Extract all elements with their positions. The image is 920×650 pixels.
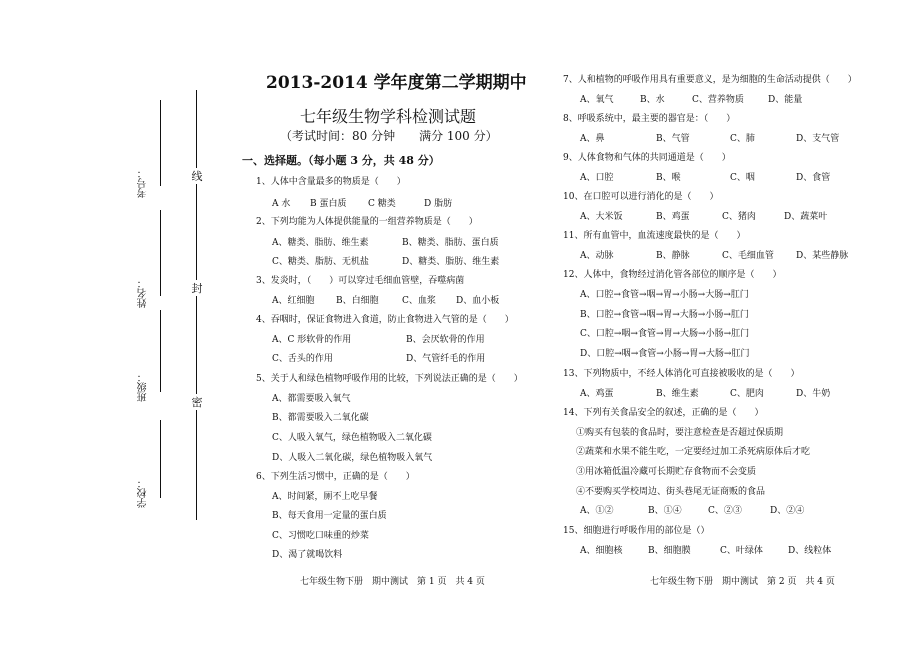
q1-option-a[interactable]: A 水 (272, 199, 291, 209)
q7-option-d[interactable]: D、能量 (768, 95, 803, 105)
q10-option-a[interactable]: A、大米饭 (580, 212, 623, 222)
exam-number-label: 考号： (138, 168, 149, 198)
q4-option-b[interactable]: B、会厌软骨的作用 (406, 335, 485, 345)
q4-option-d[interactable]: D、气管纤毛的作用 (406, 354, 486, 364)
question-7: 7、人和植物的呼吸作用具有重要意义，是为细胞的生命活动提供（ ） (563, 75, 857, 85)
q2-option-c[interactable]: C、糖类、脂肪、无机盐 (272, 257, 369, 267)
q15-option-a[interactable]: A、细胞核 (580, 546, 623, 556)
q5-option-b[interactable]: B、都需要吸入二氧化碳 (272, 413, 369, 423)
q4-option-a[interactable]: A、C 形软骨的作用 (272, 335, 352, 345)
q14-statement-1: ①购买有包装的食品时，要注意检查是否超过保质期 (576, 428, 784, 438)
school-label: 学校： (138, 478, 149, 508)
question-8: 8、呼吸系统中，最主要的器官是：（ ） (563, 114, 736, 124)
page-footer-right: 七年级生物下册 期中测试 第 2 页 共 4 页 (650, 577, 835, 587)
name-label: 姓名： (138, 278, 149, 308)
q15-option-c[interactable]: C、叶绿体 (720, 546, 763, 556)
class-blank[interactable] (160, 310, 161, 392)
question-9: 9、人体食物和气体的共同通道是（ ） (563, 153, 731, 163)
q5-option-a[interactable]: A、都需要吸入氧气 (272, 394, 351, 404)
q6-option-b[interactable]: B、每天食用一定量的蛋白质 (272, 511, 387, 521)
q10-option-d[interactable]: D、蔬菜叶 (784, 212, 828, 222)
exam-subtitle: 七年级生物学科检测试题 (300, 107, 477, 126)
q5-option-c[interactable]: C、人吸入氧气，绿色植物吸入二氧化碳 (272, 433, 432, 443)
exam-title: 2013-2014 学年度第二学期期中 (266, 73, 527, 93)
binding-margin (0, 0, 230, 650)
q13-option-b[interactable]: B、维生素 (656, 389, 699, 399)
school-blank[interactable] (160, 420, 161, 498)
q14-statement-3: ③用冰箱低温冷藏可长期贮存食物而不会变质 (576, 467, 757, 477)
q2-option-b[interactable]: B、糖类、脂肪、蛋白质 (402, 238, 499, 248)
q2-option-d[interactable]: D、糖类、脂肪、维生素 (402, 257, 500, 267)
q3-option-a[interactable]: A、红细胞 (272, 296, 315, 306)
question-1: 1、人体中含量最多的物质是（ ） (256, 177, 406, 187)
question-13: 13、下列物质中，不经人体消化可直接被吸收的是（ ） (563, 369, 800, 379)
question-11: 11、所有血管中，血流速度最快的是（ ） (563, 231, 746, 241)
q5-option-d[interactable]: D、人吸入二氧化碳，绿色植物吸入氧气 (272, 453, 433, 463)
exam-info: （考试时间：80 分钟 满分 100 分） (280, 129, 498, 143)
q3-option-d[interactable]: D、血小板 (456, 296, 500, 306)
q14-option-d[interactable]: D、②④ (770, 506, 805, 516)
q10-option-b[interactable]: B、鸡蛋 (656, 212, 690, 222)
section-heading-choice: 一、选择题。（每小题 3 分，共 48 分） (242, 154, 440, 167)
q15-option-d[interactable]: D、线粒体 (788, 546, 832, 556)
q6-option-a[interactable]: A、时间紧，厕不上吃早餐 (272, 492, 378, 502)
q1-option-d[interactable]: D 脂肪 (424, 199, 453, 209)
q11-option-c[interactable]: C、毛细血管 (722, 251, 774, 261)
question-12: 12、人体中，食物经过消化管各部位的顺序是（ ） (563, 270, 782, 280)
page-footer-left: 七年级生物下册 期中测试 第 1 页 共 4 页 (300, 577, 485, 587)
q4-option-c[interactable]: C、舌头的作用 (272, 354, 333, 364)
q8-option-d[interactable]: D、支气管 (796, 134, 840, 144)
question-10: 10、在口腔可以进行消化的是（ ） (563, 192, 719, 202)
question-14: 14、下列有关食品安全的叙述，正确的是（ ） (563, 408, 764, 418)
seal-char-feng: 封 (189, 280, 205, 296)
q8-option-b[interactable]: B、气管 (656, 134, 690, 144)
q7-option-b[interactable]: B、水 (640, 95, 665, 105)
q7-option-a[interactable]: A、氧气 (580, 95, 614, 105)
question-4: 4、吞咽时，保证食物进入食道，防止食物进入气管的是（ ） (256, 315, 514, 325)
q13-option-a[interactable]: A、鸡蛋 (580, 389, 614, 399)
q12-option-c[interactable]: C、口腔→咽→食管→胃→大肠→小肠→肛门 (580, 329, 750, 339)
q11-option-b[interactable]: B、静脉 (656, 251, 690, 261)
q11-option-a[interactable]: A、动脉 (580, 251, 614, 261)
q8-option-a[interactable]: A、鼻 (580, 134, 605, 144)
q6-option-d[interactable]: D、渴了就喝饮料 (272, 550, 343, 560)
q9-option-c[interactable]: C、咽 (730, 173, 755, 183)
question-15: 15、细胞进行呼吸作用的部位是（） (563, 526, 710, 536)
class-label: 班级： (138, 372, 149, 402)
question-5: 5、关于人和绿色植物呼吸作用的比较，下列说法正确的是（ ） (256, 374, 523, 384)
q9-option-a[interactable]: A、口腔 (580, 173, 614, 183)
q15-option-b[interactable]: B、细胞膜 (648, 546, 691, 556)
q12-option-b[interactable]: B、口腔→食管→咽→胃→大肠→小肠→肛门 (580, 310, 749, 320)
question-2: 2、下列均能为人体提供能量的一组营养物质是（ ） (256, 217, 478, 227)
exam-number-blank[interactable] (160, 100, 161, 186)
q12-option-a[interactable]: A、口腔→食管→咽→胃→小肠→大肠→肛门 (580, 290, 749, 300)
q7-option-c[interactable]: C、营养物质 (692, 95, 744, 105)
question-6: 6、下列生活习惯中，正确的是（ ） (256, 472, 415, 482)
seal-char-xian: 线 (189, 168, 205, 184)
q6-option-c[interactable]: C、习惯吃口味重的炒菜 (272, 531, 369, 541)
q12-option-d[interactable]: D、口腔→咽→食管→小肠→胃→大肠→肛门 (580, 349, 750, 359)
q10-option-c[interactable]: C、猪肉 (722, 212, 756, 222)
q3-option-b[interactable]: B、白细胞 (336, 296, 379, 306)
q8-option-c[interactable]: C、肺 (730, 134, 755, 144)
q11-option-d[interactable]: D、某些静脉 (796, 251, 849, 261)
q1-option-b[interactable]: B 蛋白质 (310, 199, 347, 209)
q2-option-a[interactable]: A、糖类、脂肪、维生素 (272, 238, 369, 248)
q1-option-c[interactable]: C 糖类 (368, 199, 396, 209)
q3-option-c[interactable]: C、血浆 (402, 296, 436, 306)
q14-statement-4: ④不要购买学校周边、街头巷尾无证商贩的食品 (576, 487, 766, 497)
q9-option-d[interactable]: D、食管 (796, 173, 831, 183)
q9-option-b[interactable]: B、喉 (656, 173, 681, 183)
question-3: 3、发炎时，（ ）可以穿过毛细血管壁，吞噬病菌 (256, 276, 465, 286)
name-blank[interactable] (160, 210, 161, 296)
seal-line (196, 90, 197, 520)
q13-option-d[interactable]: D、牛奶 (796, 389, 831, 399)
q14-option-b[interactable]: B、①④ (648, 506, 682, 516)
seal-char-mi: 密 (189, 394, 205, 410)
q13-option-c[interactable]: C、肥肉 (730, 389, 764, 399)
q14-option-a[interactable]: A、①② (580, 506, 614, 516)
q14-statement-2: ②蔬菜和水果不能生吃，一定要经过加工杀死病原体后才吃 (576, 447, 811, 457)
q14-option-c[interactable]: C、②③ (708, 506, 742, 516)
